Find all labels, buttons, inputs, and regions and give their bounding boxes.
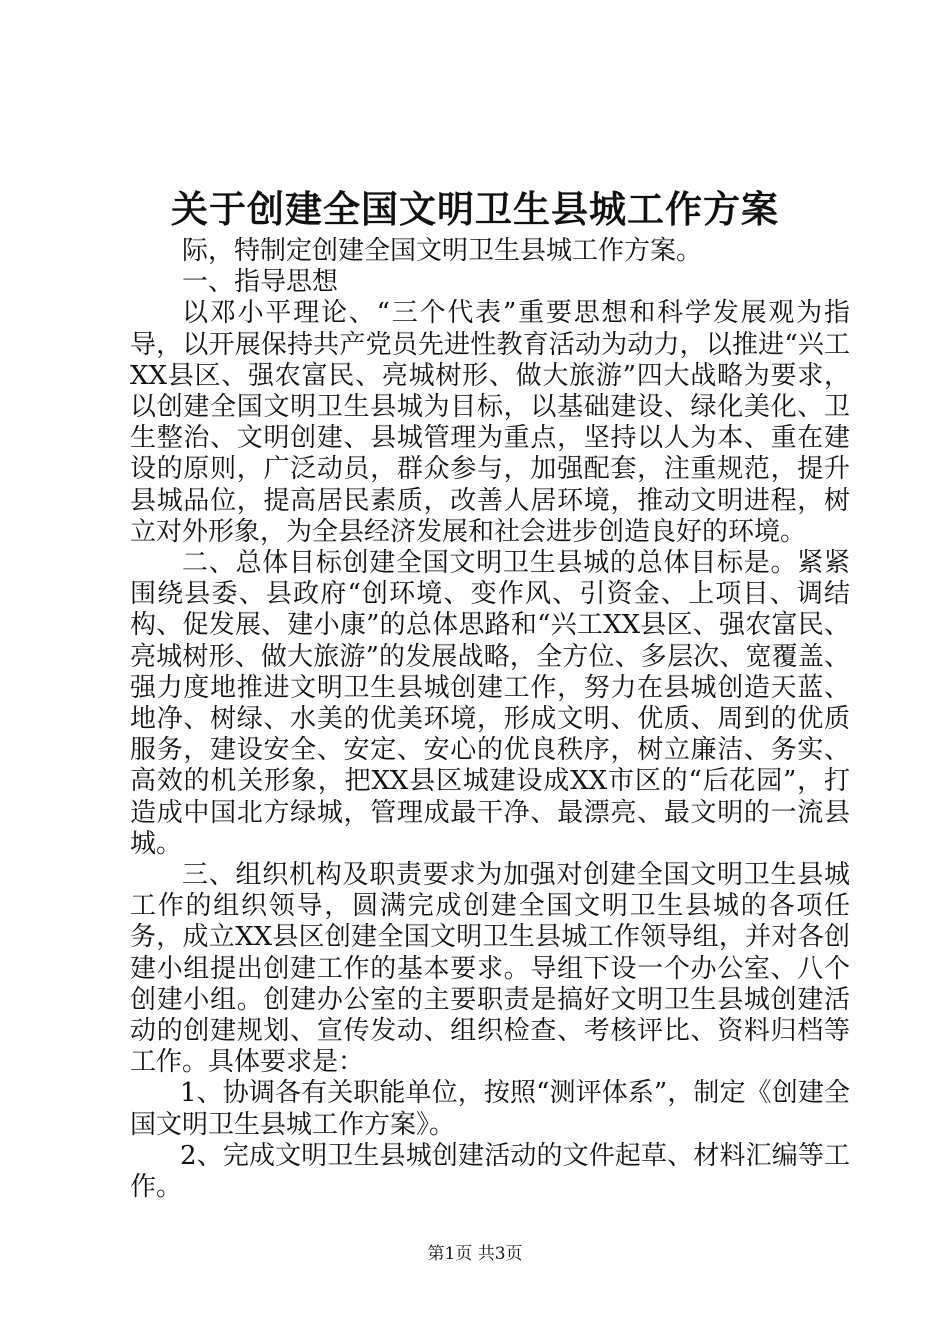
heading-guiding-ideology: 一、指导思想 xyxy=(182,267,339,298)
document-title: 关于创建全国文明卫生县城工作方案 xyxy=(171,187,779,231)
list-item-2: 2、完成文明卫生县城创建活动的文件起草、材料汇编等工作。 xyxy=(130,1140,850,1203)
paragraph-organization: 三、组织机构及职责要求为加强对创建全国文明卫生县城工作的组织领导，圆满完成创建全国文明卫生县城的各项任务，成立XX县区创建全国文明卫生县城工作领导组，并对各创建小组提出创建工作的基本要求。导组下设一个办公室、八个创建小组。创建办公室的主要职责是搞好文明卫生县城创建活动的创建规划、宣传发动、组织检查、考核评比、资料归档等工作。具体要求是： xyxy=(130,860,850,1078)
paragraph-guiding-ideology: 以邓小平理论、“三个代表”重要思想和科学发展观为指导，以开展保持共产党员先进性教育活动为动力，以推进“兴工XX县区、强农富民、亮城树形、做大旅游”四大战略为要求，以创建全国文明卫生县城为目标，以基础建设、绿化美化、卫生整治、文明创建、县城管理为重点，坚持以人为本、重在建设的原则，广泛动员，群众参与，加强配套，注重规范，提升县城品位，提高居民素质，改善人居环境，推动文明进程，树立对外形象，为全县经济发展和社会进步创造良好的环境。 xyxy=(130,298,850,547)
page-indicator: 第1页 共3页 xyxy=(427,1244,523,1264)
paragraph-overall-goal: 二、总体目标创建全国文明卫生县城的总体目标是。紧紧围绕县委、县政府“创环境、变作风、引资金、上项目、调结构、促发展、建小康”的总体思路和“兴工XX县区、强农富民、亮城树形、做大旅游”的发展战略，全方位、多层次、宽覆盖、强力度地推进文明卫生县城创建工作，努力在县城创造天蓝、地净、树绿、水美的优美环境，形成文明、优质、周到的优质服务，建设安全、安定、安心的优良秩序，树立廉洁、务实、高效的机关形象，把XX县区城建设成XX市区的“后花园”，打造成中国北方绿城，管理成最干净、最漂亮、最文明的一流县城。 xyxy=(130,548,850,859)
paragraph-intro: 际，特制定创建全国文明卫生县城工作方案。 xyxy=(182,236,703,266)
document-body xyxy=(130,236,850,1203)
list-item-1: 1、协调各有关职能单位，按照“测评体系”，制定《创建全国文明卫生县城工作方案》。 xyxy=(130,1078,850,1140)
